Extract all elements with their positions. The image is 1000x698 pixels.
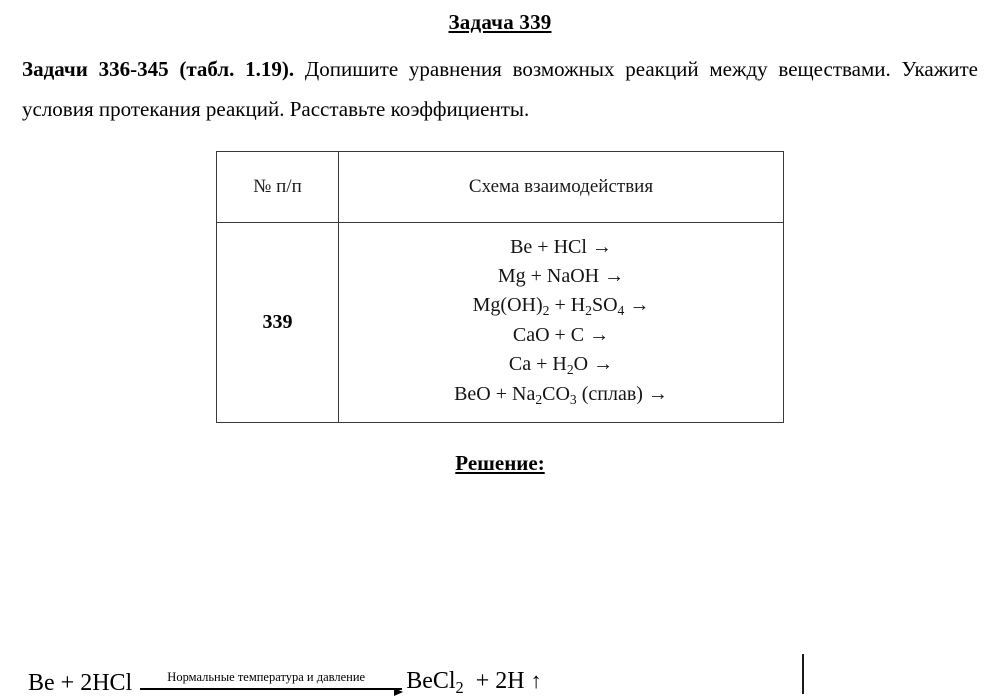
page-title: Задача 339 xyxy=(448,10,552,34)
equation-right-side xyxy=(404,666,541,698)
table-header-scheme: Схема взаимодействия xyxy=(339,152,784,223)
task-instructions xyxy=(22,49,978,129)
reaction-line-5: $Ca + H_2O$ → xyxy=(508,353,614,377)
reaction-line-2: Mg + NaOH → xyxy=(497,265,625,287)
scheme-table-wrapper xyxy=(216,151,784,423)
table-row xyxy=(217,223,784,423)
equation-left-side: Be + 2HCl xyxy=(28,670,133,696)
table-header-row xyxy=(217,152,784,223)
reaction-condition-label: Нормальные температура и давление xyxy=(167,670,366,684)
equation-product: BeCl xyxy=(406,668,456,694)
table-header-number: № п/п xyxy=(217,152,339,223)
solution-equation xyxy=(22,666,978,698)
arrow-line xyxy=(140,688,402,690)
scheme-table xyxy=(216,151,784,423)
reaction-line-4: CaO + C → xyxy=(512,324,610,346)
equation-product-subscript: 2 xyxy=(455,677,464,697)
text-cursor xyxy=(802,654,804,694)
document-page xyxy=(0,10,1000,697)
reaction-line-6: BeO + $Na_2CO_3$ (сплав) → xyxy=(454,383,668,407)
equation-tail: + 2H xyxy=(475,668,525,694)
reaction-line-3: $Mg(OH)_2 + H_2SO_4$ → xyxy=(472,294,650,318)
task-instructions-bold: Задачи 336-345 (табл. 1.19). xyxy=(22,57,295,81)
reaction-line-1: Be + HCl → xyxy=(510,236,612,258)
gas-up-arrow-icon: ↑ xyxy=(530,668,542,693)
arrow-head-icon xyxy=(394,688,403,696)
table-cell-reactions xyxy=(339,223,784,423)
solution-heading: Решение: xyxy=(455,451,545,475)
table-cell-row-number: 339 xyxy=(217,223,339,423)
task-instructions-text: Допишите уравнения возможных реакций между веществами. Укажите условия протекания реакций. Расставьте коэффициенты. xyxy=(22,57,978,121)
